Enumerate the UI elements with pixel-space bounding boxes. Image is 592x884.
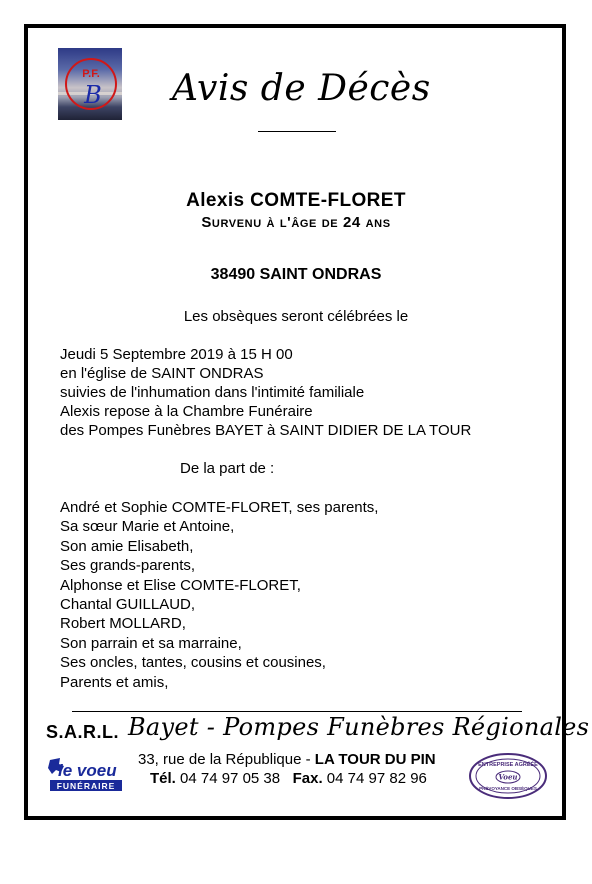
- footer-divider: [72, 711, 522, 712]
- family-heading: De la part de :: [180, 460, 275, 477]
- deceased-age: Survenu à l'âge de 24 ans: [201, 214, 391, 231]
- family-line: André et Sophie COMTE-FLORET, ses parents,: [60, 499, 379, 516]
- company-name: Bayet - Pompes Funèbres Régionales: [128, 713, 590, 741]
- family-line: Alphonse et Elise COMTE-FLORET,: [60, 576, 301, 594]
- company-address: [138, 751, 436, 768]
- ceremony-details: [60, 345, 471, 440]
- levoeu-sub-text: FUNÉRAIRE: [56, 781, 116, 791]
- badge-top-text: ENTREPRISE AGRÉÉE: [478, 762, 538, 768]
- logo-text-top: P.F.: [82, 68, 100, 80]
- family-line: Sa sœur Marie et Antoine,: [60, 518, 235, 536]
- title-divider: [258, 131, 336, 132]
- pfb-logo: [58, 48, 122, 120]
- ceremony-intro: Les obsèques seront célébrées le: [183, 308, 409, 325]
- ceremony-line: suivies de l'inhumation dans l'intimité familiale: [60, 384, 365, 401]
- fax-label: Fax.: [292, 770, 323, 787]
- family-line: Chantal GUILLAUD,: [60, 596, 196, 614]
- company-prefix: S.A.R.L.: [46, 722, 120, 742]
- tel-label: Tél.: [150, 770, 176, 787]
- deceased-name: Alexis COMTE-FLORET: [186, 190, 406, 211]
- family-line: Son amie Elisabeth,: [60, 537, 194, 555]
- family-line: Son parrain et sa marraine,: [60, 634, 242, 652]
- family-line: Parents et amis,: [60, 673, 169, 691]
- family-list: [60, 498, 378, 692]
- badge-bottom-text: PRÉVOYANCE OBSÈQUES: [479, 786, 537, 791]
- family-line: Ses oncles, tantes, cousins et cousines,: [60, 654, 326, 672]
- levoeu-main-text: le voeu: [58, 761, 117, 780]
- levoeu-logo: [44, 756, 126, 796]
- company-contact: [150, 770, 427, 787]
- page-title: Avis de Décès: [172, 68, 431, 109]
- badge-center-text: Voeu: [498, 772, 518, 782]
- ceremony-line: Alexis repose à la Chambre Funéraire: [60, 403, 313, 420]
- fax-value: 04 74 97 82 96: [322, 770, 427, 787]
- ceremony-line: en l'église de SAINT ONDRAS: [60, 365, 264, 382]
- family-line: Ses grands-parents,: [60, 557, 196, 575]
- address-town: LA TOUR DU PIN: [314, 751, 436, 768]
- ceremony-line: des Pompes Funèbres BAYET à SAINT DIDIER DE LA TOUR: [60, 422, 472, 439]
- logo-letter: B: [84, 81, 102, 109]
- tel-value: 04 74 97 05 38: [175, 770, 281, 787]
- deceased-city: 38490 SAINT ONDRAS: [210, 266, 382, 283]
- family-line: Robert MOLLARD,: [60, 615, 186, 633]
- ceremony-line: Jeudi 5 Septembre 2019 à 15 H 00: [60, 346, 293, 363]
- address-street: 33, rue de la République -: [138, 751, 315, 768]
- approved-badge: [468, 752, 548, 800]
